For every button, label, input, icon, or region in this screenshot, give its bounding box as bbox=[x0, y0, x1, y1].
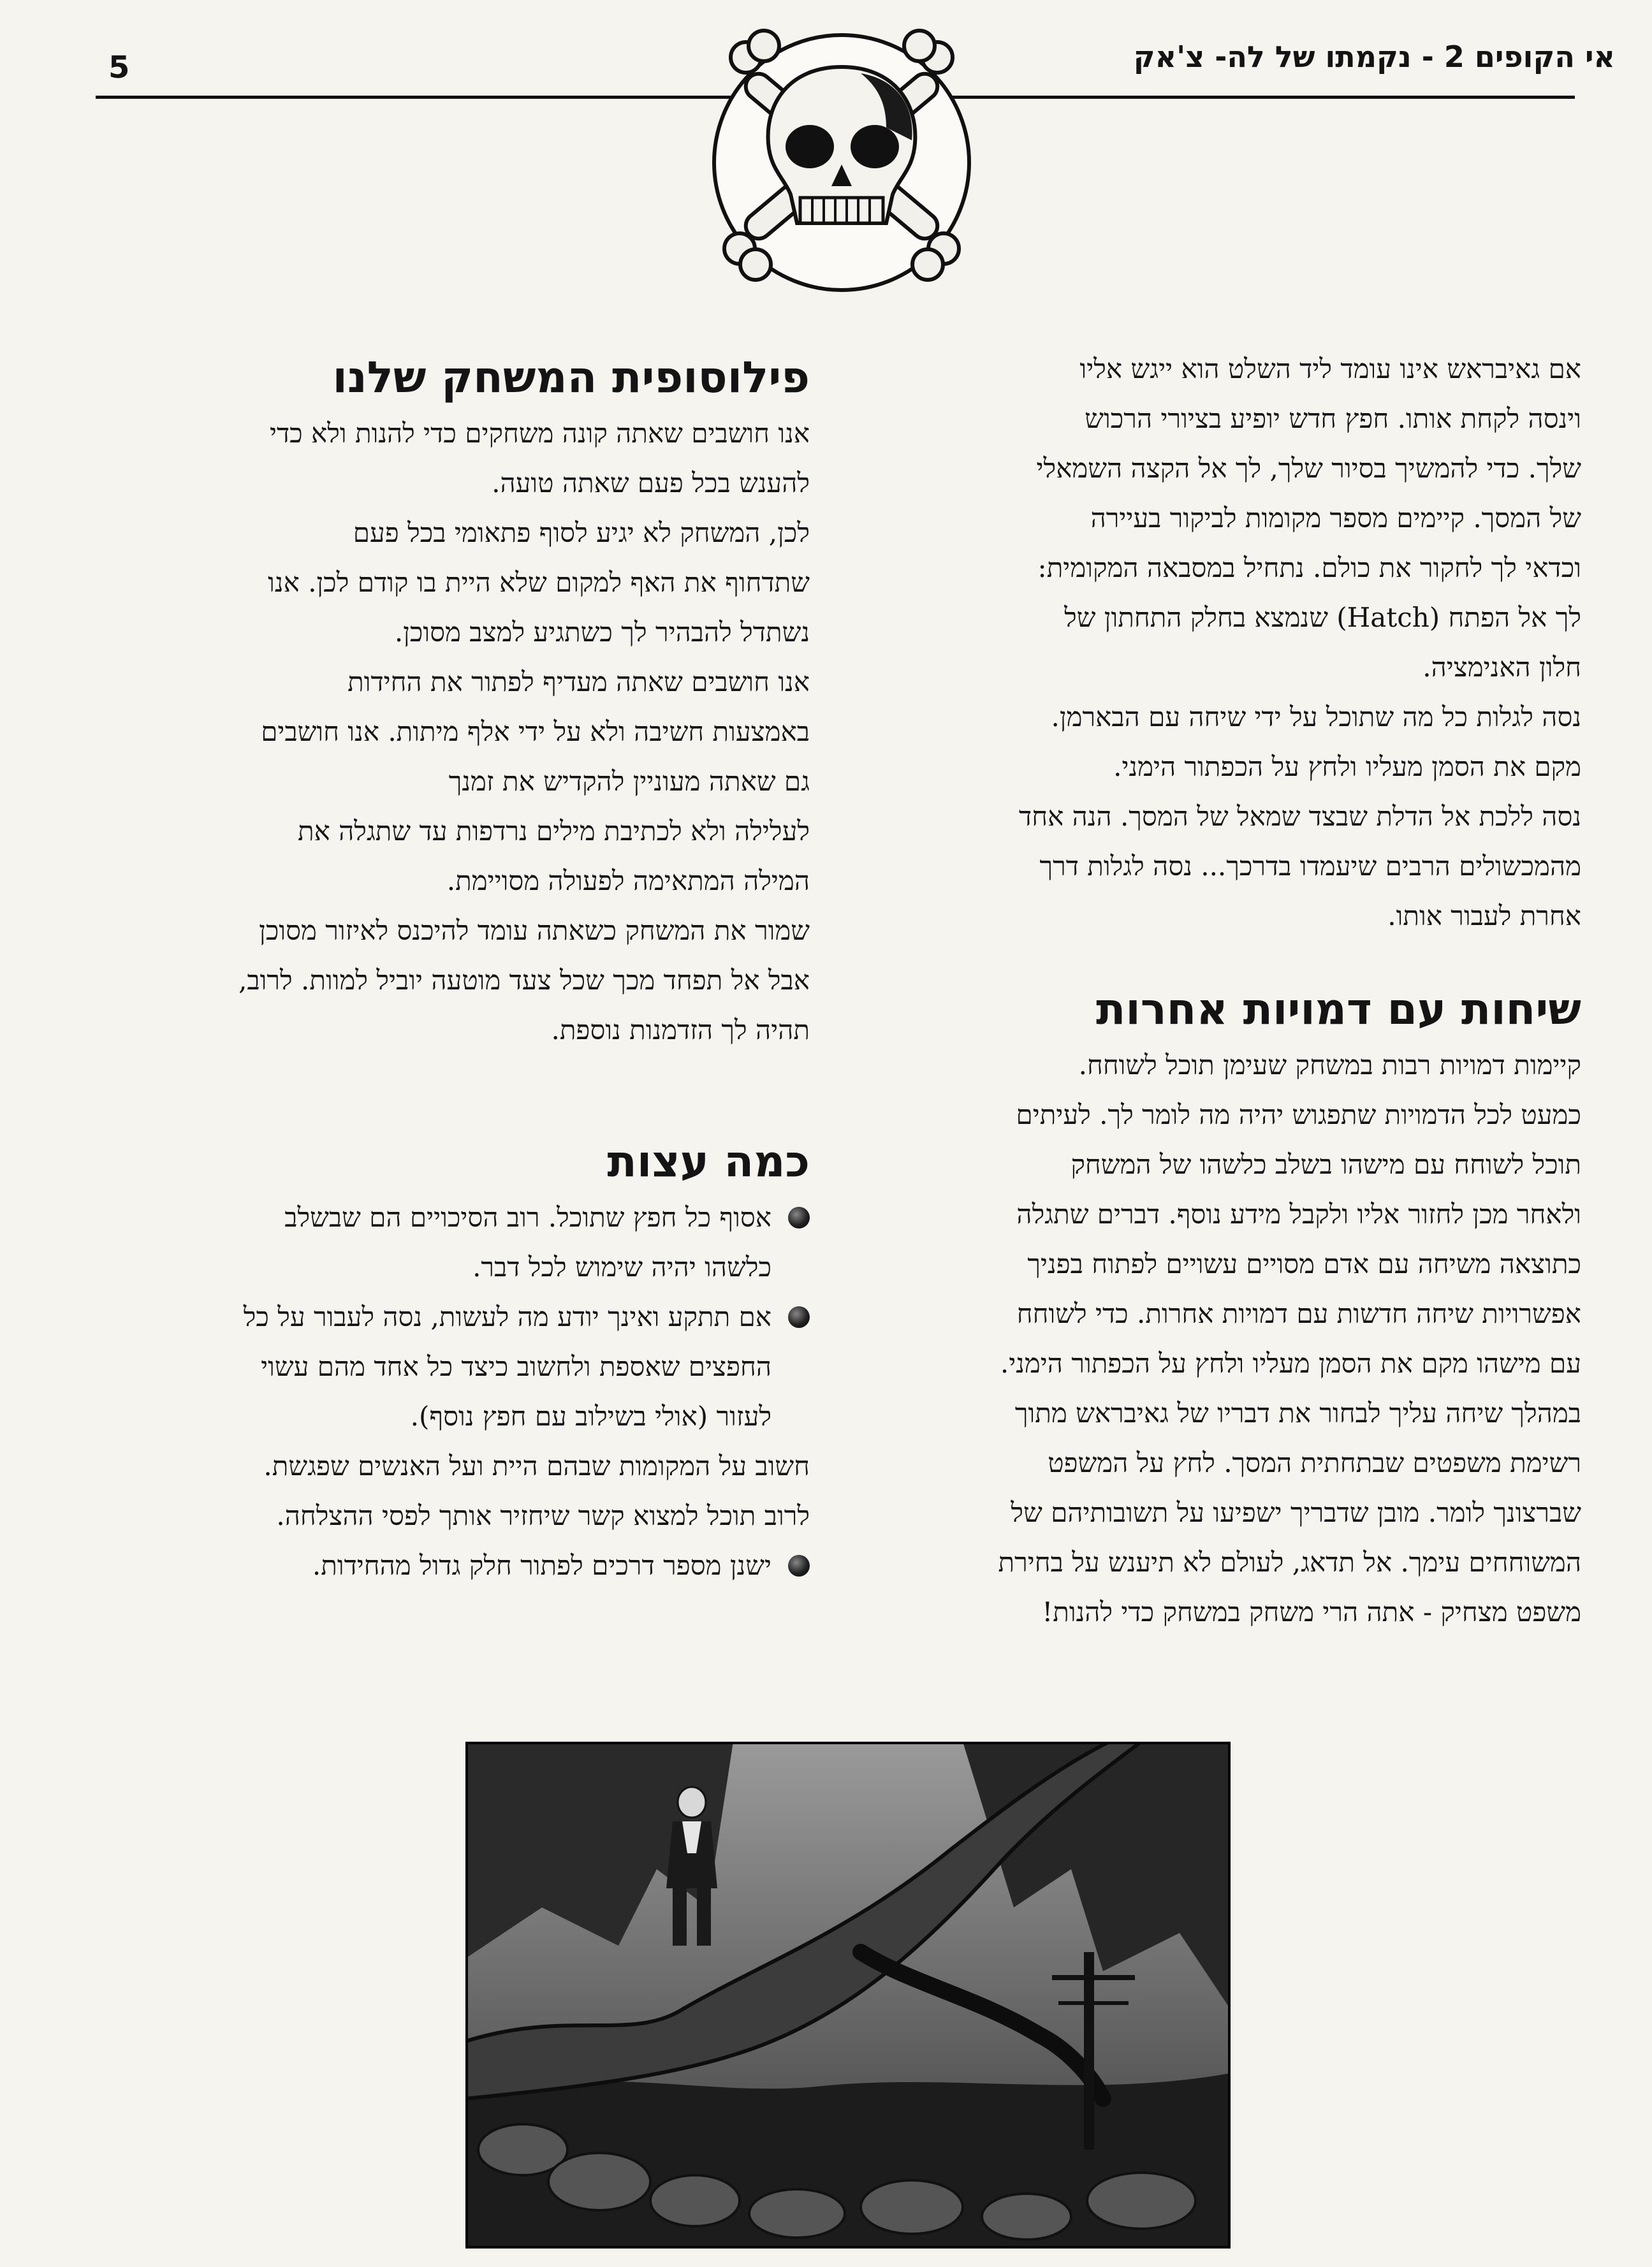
text-line: אבל אל תפחד מכך שכל צעד מוטעה יוביל למוות. לרוב, bbox=[238, 965, 810, 996]
text-line: שברצונך לומר. מובן שדבריך ישפיעו על תשובותיהם של bbox=[1011, 1497, 1581, 1528]
text-line: לעזור (אולי בשילוב עם חפץ נוסף). bbox=[410, 1401, 771, 1432]
tip-item bbox=[121, 1541, 810, 1591]
tips-heading: כמה עצות bbox=[607, 1137, 810, 1187]
text-line: משפט מצחיק - אתה הרי משחק במשחק כדי להנות! bbox=[1042, 1596, 1581, 1628]
text-line: של המסך. קיימים מספר מקומות לביקור בעיירה bbox=[1090, 502, 1581, 534]
right-column bbox=[867, 344, 1581, 1637]
text-line: כלשהו יהיה שימוש לכל דבר. bbox=[472, 1251, 771, 1283]
tip-item bbox=[121, 1193, 810, 1292]
text-line: להענש בכל פעם שאתה טועה. bbox=[492, 467, 810, 499]
text-line: כתוצאה משיחה עם אדם מסויים עשויים לפתוח בפניך bbox=[1027, 1248, 1581, 1279]
game-screenshot-illustration bbox=[465, 1742, 1231, 2249]
text-line: רשימת משפטים שבתחתית המסך. לחץ על המשפט bbox=[1048, 1447, 1581, 1478]
philosophy-heading: פילוסופית המשחק שלנו bbox=[332, 353, 810, 403]
text-line: אנו חושבים שאתה מעדיף לפתור את החידות bbox=[347, 666, 810, 697]
text-line: אחרת לעבור אותו. bbox=[1387, 900, 1581, 931]
text-line: ישנן מספר דרכים לפתור חלק גדול מהחידות. bbox=[312, 1550, 771, 1581]
conversations-heading: שיחות עם דמויות אחרות bbox=[1095, 984, 1581, 1035]
text-line: אם תתקע ואינך יודע מה לעשות, נסה לעבור על כל bbox=[243, 1301, 771, 1332]
bullet-icon bbox=[788, 1306, 810, 1328]
intro-text bbox=[867, 344, 1581, 941]
philosophy-text bbox=[121, 409, 810, 1055]
text-line: וכדאי לך לחקור את כולם. נתחיל במסבאה המקומית: bbox=[1037, 552, 1581, 583]
text-line: באמצעות חשיבה ולא על ידי אלף מיתות. אנו חושבים bbox=[261, 716, 810, 747]
tips-list bbox=[121, 1193, 810, 1591]
text-line: לכן, המשחק לא יגיע לסוף פתאומי בכל פעם bbox=[353, 517, 810, 548]
page-number: 5 bbox=[108, 50, 130, 85]
text-line: אם גאיבראש אינו עומד ליד השלט הוא ייגש אליו bbox=[1079, 353, 1581, 384]
text-line: מקם את הסמן מעליו ולחץ על הכפתור הימני. bbox=[1113, 751, 1581, 782]
text-line: המשוחחים עימך. אל תדאג, לעולם לא תיענש על בחירת bbox=[998, 1547, 1581, 1578]
text-line: מהמכשולים הרבים שיעמדו בדרכך... נסה לגלות דרך bbox=[1039, 850, 1581, 882]
text-line: עם מישהו מקם את הסמן מעליו ולחץ על הכפתור הימני. bbox=[1000, 1348, 1581, 1379]
text-line: שמור את המשחק כשאתה עומד להיכנס לאיזור מסוכן bbox=[259, 915, 810, 946]
conversations-text bbox=[867, 1040, 1581, 1637]
text-line: נשתדל להבהיר לך כשתגיע למצב מסוכן. bbox=[394, 616, 810, 648]
text-line: נסה לגלות כל מה שתוכל על ידי שיחה עם הבארמן. bbox=[1051, 701, 1581, 733]
text-line: המילה המתאימה לפעולה מסויימת. bbox=[446, 865, 810, 896]
text-line: כמעט לכל הדמויות שתפגוש יהיה מה לומר לך. לעיתים bbox=[1016, 1099, 1581, 1130]
text-line: שתדחוף את האף למקום שלא היית בו קודם לכן. אנו bbox=[268, 567, 810, 598]
text-line: קיימות דמויות רבות במשחק שעימן תוכל לשוחח. bbox=[1078, 1049, 1581, 1081]
text-line: ולאחר מכן לחזור אליו ולקבל מידע נוסף. דברים שתגלה bbox=[1016, 1199, 1581, 1230]
text-line: החפצים שאספת ולחשוב כיצד כל אחד מהם עשוי bbox=[261, 1351, 771, 1382]
text-line: לעלילה ולא לכתיבת מילים נרדפות עד שתגלה את bbox=[297, 815, 810, 847]
text-line: נסה ללכת אל הדלת שבצד שמאל של המסך. הנה אחד bbox=[1019, 801, 1581, 832]
skull-and-crossbones-icon bbox=[695, 13, 988, 306]
text-line: במהלך שיחה עליך לבחור את דבריו של גאיבראש מתוך bbox=[1014, 1397, 1581, 1429]
text-line: אסוף כל חפץ שתוכל. רוב הסיכויים הם שבשלב bbox=[284, 1202, 771, 1233]
text-line: אפשרויות שיחה חדשות עם דמויות אחרות. כדי לשוחח bbox=[1016, 1298, 1581, 1329]
bullet-icon bbox=[788, 1555, 810, 1577]
bullet-icon bbox=[788, 1207, 810, 1228]
text-line: לך אל הפתח (Hatch) שנמצא בחלק התחתון של bbox=[1064, 602, 1581, 633]
text-line: שלך. כדי להמשיך בסיור שלך, לך אל הקצה השמאלי bbox=[1036, 453, 1581, 484]
running-header-title: אי הקופים 2 - נקמתו של לה- צ'אק bbox=[1133, 40, 1615, 74]
text-line: חלון האנימציה. bbox=[1422, 652, 1581, 683]
tip-item bbox=[121, 1441, 810, 1541]
text-line: לרוב תוכל למצוא קשר שיחזיר אותך לפסי ההצלחה. bbox=[276, 1500, 810, 1531]
text-line: אנו חושבים שאתה קונה משחקים כדי להנות ולא כדי bbox=[269, 418, 810, 449]
text-line: חשוב על המקומות שבהם היית ועל האנשים שפגשת. bbox=[263, 1450, 810, 1482]
text-line: תוכל לשוחח עם מישהו בשלב כלשהו של המשחק bbox=[1071, 1149, 1581, 1180]
text-line: תהיה לך הזדמנות נוספת. bbox=[551, 1014, 810, 1046]
text-line: וינסה לקחת אותו. חפץ חדש יופיע בציורי הרכוש bbox=[1085, 403, 1581, 434]
left-column bbox=[121, 347, 810, 1591]
text-line: גם שאתה מעוניין להקדיש את זמנך bbox=[448, 766, 810, 797]
tip-item bbox=[121, 1292, 810, 1441]
